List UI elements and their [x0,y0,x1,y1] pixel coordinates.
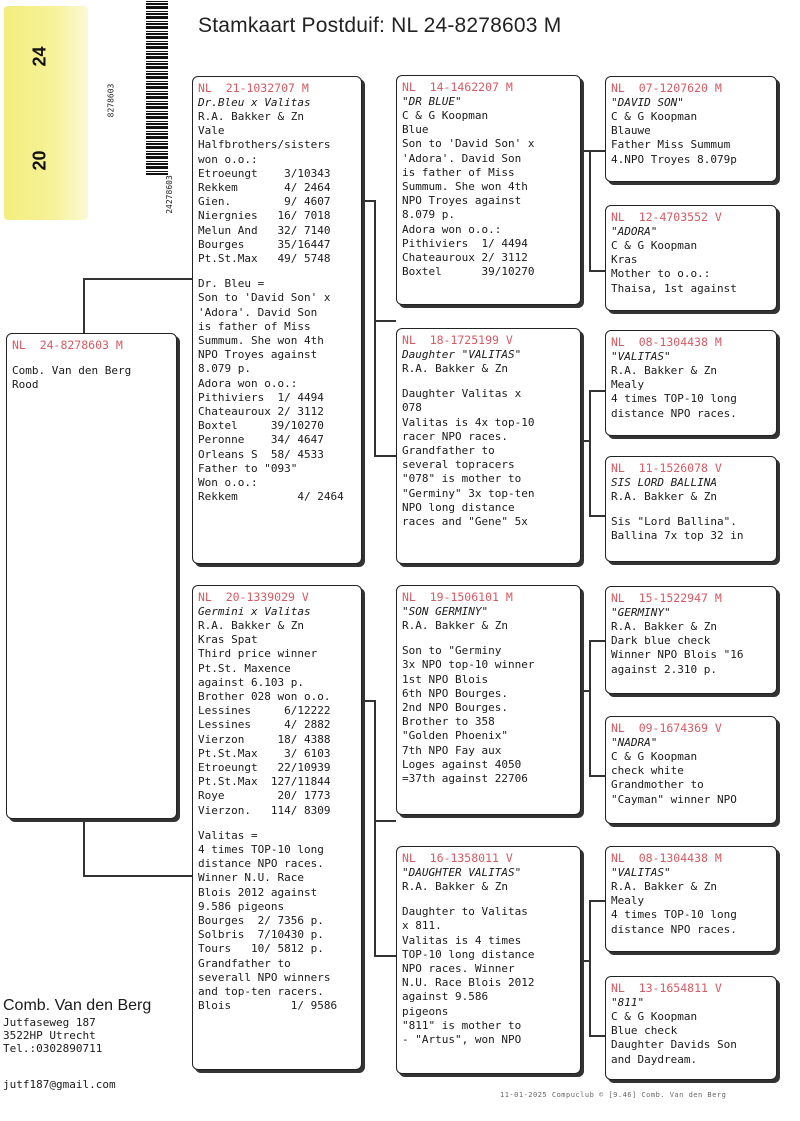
pedigree-name: "ADORA" [611,225,658,238]
pedigree-line: Pithiviers 1/ 4494 [198,390,324,404]
connector-line [589,390,591,515]
pedigree-line: C & G Koopman [402,109,489,122]
owner-phone: Tel.:0302890711 [3,1042,103,1055]
pedigree-line: C & G Koopman [611,750,698,763]
pedigree-line: 2nd NPO Bourges. [402,701,508,715]
connector-line [589,270,605,272]
pedigree-line: R.A. Bakker & Zn [402,619,508,632]
pedigree-line: Niergnies 16/ 7018 [198,209,331,223]
grandparent-card [396,846,581,1074]
pedigree-line: Blue check [611,1024,678,1038]
pedigree-line: R.A. Bakker & Zn [611,490,717,503]
connector-line [374,700,376,955]
great-grandparent-card [605,976,777,1080]
pedigree-line: against 6.103 p. [198,675,304,689]
pedigree-line: and top-ten racers. [198,985,324,999]
pedigree-line: C & G Koopman [611,1010,698,1023]
pedigree-line: Lessines 4/ 2882 [198,718,331,732]
pedigree-ring: NL 16-1358011 V [402,851,513,865]
barcode-graphic [146,0,168,175]
pedigree-ring: NL 21-1032707 M [198,81,309,95]
pedigree-line: N.U. Race Blois 2012 [402,976,535,990]
pedigree-ring: NL 13-1654811 V [611,981,722,995]
pedigree-line: Valitas = [198,828,258,842]
pedigree-line: check white [611,764,684,778]
pedigree-line: Rekkem 4/ 2464 [198,490,344,504]
pedigree-line: =37th against 22706 [402,772,528,786]
pedigree-line: Summum. She won 4th [402,180,528,194]
pedigree-line: severall NPO winners [198,970,331,984]
pedigree-line: and Daydream. [611,1052,698,1066]
subject-card [6,333,177,819]
connector-line [83,278,85,334]
pedigree-line: 3x NPO top-10 winner [402,658,535,672]
pedigree-line: distance NPO races. [611,406,737,420]
connector-line [589,900,591,1035]
pedigree-name: Dr.Bleu x Valitas [198,96,311,109]
pedigree-line: - "Artus", won NPO [402,1033,522,1047]
pedigree-line: Vale [198,124,225,138]
pedigree-line: 4 times TOP-10 long [611,392,737,406]
pedigree-line: Son to "Germiny [402,644,502,658]
pedigree-line: Sis "Lord Ballina". [611,515,737,529]
pedigree-line: Grandfather to [198,956,291,970]
pedigree-line: Halfbrothers/sisters [198,138,331,152]
connector-line [589,515,605,517]
pedigree-ring: NL 18-1725199 V [402,333,513,347]
connector-line [589,1035,605,1037]
ring-label-sticker [0,0,182,235]
pedigree-line: R.A. Bakker & Zn [198,619,304,632]
pedigree-line: R.A. Bakker & Zn [402,362,508,375]
pedigree-name: Germini x Valitas [198,605,311,618]
pedigree-line: Boxtel 39/10270 [198,419,324,433]
pedigree-line: won o.o.: [198,152,258,166]
pedigree-line: Roye 20/ 1773 [198,789,331,803]
great-grandparent-card [605,456,777,562]
pedigree-line: Father to "093" [198,461,298,475]
pedigree-line: Daughter to Valitas [402,905,528,919]
pedigree-ring: NL 09-1674369 V [611,721,722,735]
pedigree-line: C & G Koopman [611,239,698,252]
connector-line [589,390,605,392]
pedigree-line: Gien. 9/ 4607 [198,195,331,209]
pedigree-name: "NADRA" [611,736,658,749]
pedigree-line: Ballina 7x top 32 in [611,529,744,543]
pedigree-line: x 811. [402,919,442,933]
pedigree-name: "SON GERMINY" [402,605,489,618]
pedigree-line: Pt.St. Maxence [198,661,291,675]
connector-line [374,455,396,457]
pedigree-line: 9.586 pigeons [198,899,285,913]
pedigree-name: "VALITAS" [611,350,671,363]
pedigree-line: Winner NPO Blois "16 [611,648,744,662]
pedigree-line: R.A. Bakker & Zn [611,880,717,893]
pedigree-line: Bourges 2/ 7356 p. [198,914,324,928]
pedigree-line: 8.079 p. [198,362,251,376]
connector-line [83,278,193,280]
pedigree-line: Melun And 32/ 7140 [198,223,331,237]
pedigree-line: NPO long distance [402,500,515,514]
pedigree-line: NPO races. Winner [402,962,515,976]
pedigree-line: 4 times TOP-10 long [198,843,324,857]
pedigree-line: Mother to o.o.: [611,267,711,281]
pedigree-ring: NL 19-1506101 M [402,590,513,604]
subject-line: Rood [12,378,39,392]
pedigree-line: Tours 10/ 5812 p. [198,942,324,956]
pedigree-line: Brother 028 won o.o. [198,690,331,704]
pedigree-name: "811" [611,996,645,1009]
pedigree-line: "078" is mother to [402,472,522,486]
pedigree-line: Blue [402,123,429,137]
pedigree-line: Adora won o.o.: [402,222,502,236]
pedigree-line: Lessines 6/12222 [198,704,331,718]
pedigree-line: R.A. Bakker & Zn [402,880,508,893]
parent-card-mother [192,585,362,1070]
pedigree-line: Pt.St.Max 127/11844 [198,775,331,789]
pedigree-line: Summum. She won 4th [198,334,324,348]
pedigree-line: Daughter Davids Son [611,1038,737,1052]
pedigree-line: Grandmother to [611,778,704,792]
pedigree-line: Kras Spat [198,633,258,647]
great-grandparent-card [605,716,777,824]
pedigree-line: Bourges 35/16447 [198,237,331,251]
pedigree-line: Thaisa, 1st against [611,281,737,295]
pedigree-line: "Germiny" 3x top-ten [402,486,535,500]
great-grandparent-card [605,76,777,182]
pedigree-ring: NL 14-1462207 M [402,80,513,94]
owner-block [3,996,151,1055]
connector-line [589,775,605,777]
pedigree-line: Orleans S 58/ 4533 [198,447,324,461]
pedigree-line: Vierzon 18/ 4388 [198,732,331,746]
pedigree-line: Son to 'David Son' x [402,137,535,151]
pedigree-line: 1st NPO Blois [402,672,489,686]
pedigree-line: Loges against 4050 [402,757,522,771]
pedigree-line: 7th NPO Fay aux [402,743,502,757]
connector-line [374,820,396,822]
pedigree-line: Peronne 34/ 4647 [198,433,324,447]
label-year-left: 20 [29,150,50,171]
label-code: 8278603 [106,83,116,118]
pedigree-line: racer NPO races. [402,429,508,443]
pedigree-line: is father of Miss [402,165,515,179]
connector-line [374,955,396,957]
pedigree-line: is father of Miss [198,319,311,333]
pedigree-ring: NL 12-4703552 V [611,210,722,224]
connector-line [589,900,605,902]
great-grandparent-card [605,205,777,311]
pedigree-line: Chateauroux 2/ 3112 [198,405,324,419]
pedigree-line: Dark blue check [611,634,711,648]
pedigree-name: SIS LORD BALLINA [611,476,717,489]
yellow-ring-label [4,6,88,220]
pedigree-ring: NL 11-1526078 V [611,461,722,475]
pedigree-line: several topracers [402,458,515,472]
pedigree-line: Boxtel 39/10270 [402,265,535,279]
connector-line [374,320,396,322]
pedigree-line: "811" is mother to [402,1018,522,1032]
pedigree-name: "VALITAS" [611,866,671,879]
subject-ring: NL 24-8278603 M [12,338,123,352]
pedigree-line: Pithiviers 1/ 4494 [402,236,528,250]
pedigree-name: "DR BLUE" [402,95,462,108]
pedigree-line: 6th NPO Bourges. [402,686,508,700]
pedigree-line: R.A. Bakker & Zn [611,620,717,633]
owner-email: jutf187@gmail.com [3,1078,116,1091]
owner-address-street: Jutfaseweg 187 [3,1016,96,1029]
pedigree-line: Daughter Valitas x [402,387,522,401]
print-footer: 11-01-2025 Compuclub © [9.46] Comb. Van den Berg [500,1091,727,1099]
great-grandparent-card [605,586,777,694]
grandparent-card [396,585,581,815]
page-title: Stamkaart Postduif: NL 24-8278603 M [198,14,562,37]
pedigree-ring: NL 20-1339029 V [198,590,309,604]
great-grandparent-card [605,330,777,436]
pedigree-line: Blois 1/ 9586 [198,999,338,1013]
pedigree-line: against 2.310 p. [611,662,717,676]
pedigree-name: "DAVID SON" [611,96,684,109]
connector-line [589,640,605,642]
pedigree-line: Mealy [611,378,645,392]
pedigree-line: distance NPO races. [198,857,324,871]
label-year-right: 24 [29,46,50,67]
pedigree-line: Chateauroux 2/ 3112 [402,251,528,265]
pedigree-line: Rekkem 4/ 2464 [198,181,331,195]
pedigree-line: Kras [611,253,638,267]
pedigree-line: Son to 'David Son' x [198,291,331,305]
pedigree-line: Pt.St.Max 3/ 6103 [198,746,331,760]
pedigree-line: NPO Troyes against [402,194,522,208]
pedigree-line: Etroeungt 22/10939 [198,761,331,775]
pedigree-name: "GERMINY" [611,606,671,619]
pedigree-line: "Cayman" winner NPO [611,792,737,806]
pedigree-line: distance NPO races. [611,922,737,936]
pedigree-line: pigeons [402,1004,449,1018]
great-grandparent-card [605,846,777,952]
pedigree-line: Mealy [611,894,645,908]
pedigree-line: Valitas is 4x top-10 [402,415,535,429]
pedigree-line: TOP-10 long distance [402,947,535,961]
pedigree-line: against 9.586 [402,990,489,1004]
pedigree-line: races and "Gene" 5x [402,515,528,529]
pedigree-line: Blois 2012 against [198,885,318,899]
pedigree-line: Solbris 7/10430 p. [198,928,324,942]
pedigree-line: 4.NPO Troyes 8.079p [611,152,737,166]
pedigree-line: Etroeungt 3/10343 [198,166,331,180]
pedigree-line: C & G Koopman [611,110,698,123]
pedigree-line: R.A. Bakker & Zn [611,364,717,377]
pedigree-line: 'Adora'. David Son [402,151,522,165]
connector-line [83,818,85,876]
connector-line [589,150,591,270]
pedigree-name: Daughter "VALITAS" [402,348,522,361]
grandparent-card [396,328,581,564]
connector-line [589,150,605,152]
pedigree-line: Pt.St.Max 49/ 5748 [198,252,331,266]
pedigree-ring: NL 08-1304438 M [611,335,722,349]
pedigree-line: Grandfather to [402,444,495,458]
pedigree-line: R.A. Bakker & Zn [198,110,304,123]
pedigree-ring: NL 08-1304438 M [611,851,722,865]
owner-address-city: 3522HP Utrecht [3,1029,96,1042]
connector-line [589,640,591,775]
pedigree-line: Won o.o.: [198,476,258,490]
parent-card-father [192,76,362,564]
connector-line [374,200,376,455]
pedigree-line: 4 times TOP-10 long [611,908,737,922]
pedigree-line: Dr. Bleu = [198,277,265,291]
pedigree-line: Father Miss Summum [611,138,731,152]
pedigree-name: "DAUGHTER VALITAS" [402,866,522,879]
pedigree-line: 'Adora'. David Son [198,305,318,319]
pedigree-line: NPO Troyes against [198,348,318,362]
pedigree-line: Adora won o.o.: [198,376,298,390]
subject-line: Comb. Van den Berg [12,364,132,377]
connector-line [83,875,193,877]
pedigree-ring: NL 15-1522947 M [611,591,722,605]
pedigree-line: 8.079 p. [402,208,455,222]
pedigree-line: Blauwe [611,124,651,138]
owner-name: Comb. Van den Berg [3,997,152,1014]
pedigree-line: Winner N.U. Race [198,871,304,885]
barcode-text: 24278603 [164,175,174,214]
pedigree-line: Valitas is 4 times [402,933,522,947]
pedigree-line: Brother to 358 [402,715,495,729]
pedigree-line: 078 [402,401,422,415]
pedigree-line: Vierzon. 114/ 8309 [198,803,331,817]
grandparent-card [396,75,581,305]
pedigree-line: Third price winner [198,647,318,661]
pedigree-ring: NL 07-1207620 M [611,81,722,95]
pedigree-line: "Golden Phoenix" [402,729,508,743]
